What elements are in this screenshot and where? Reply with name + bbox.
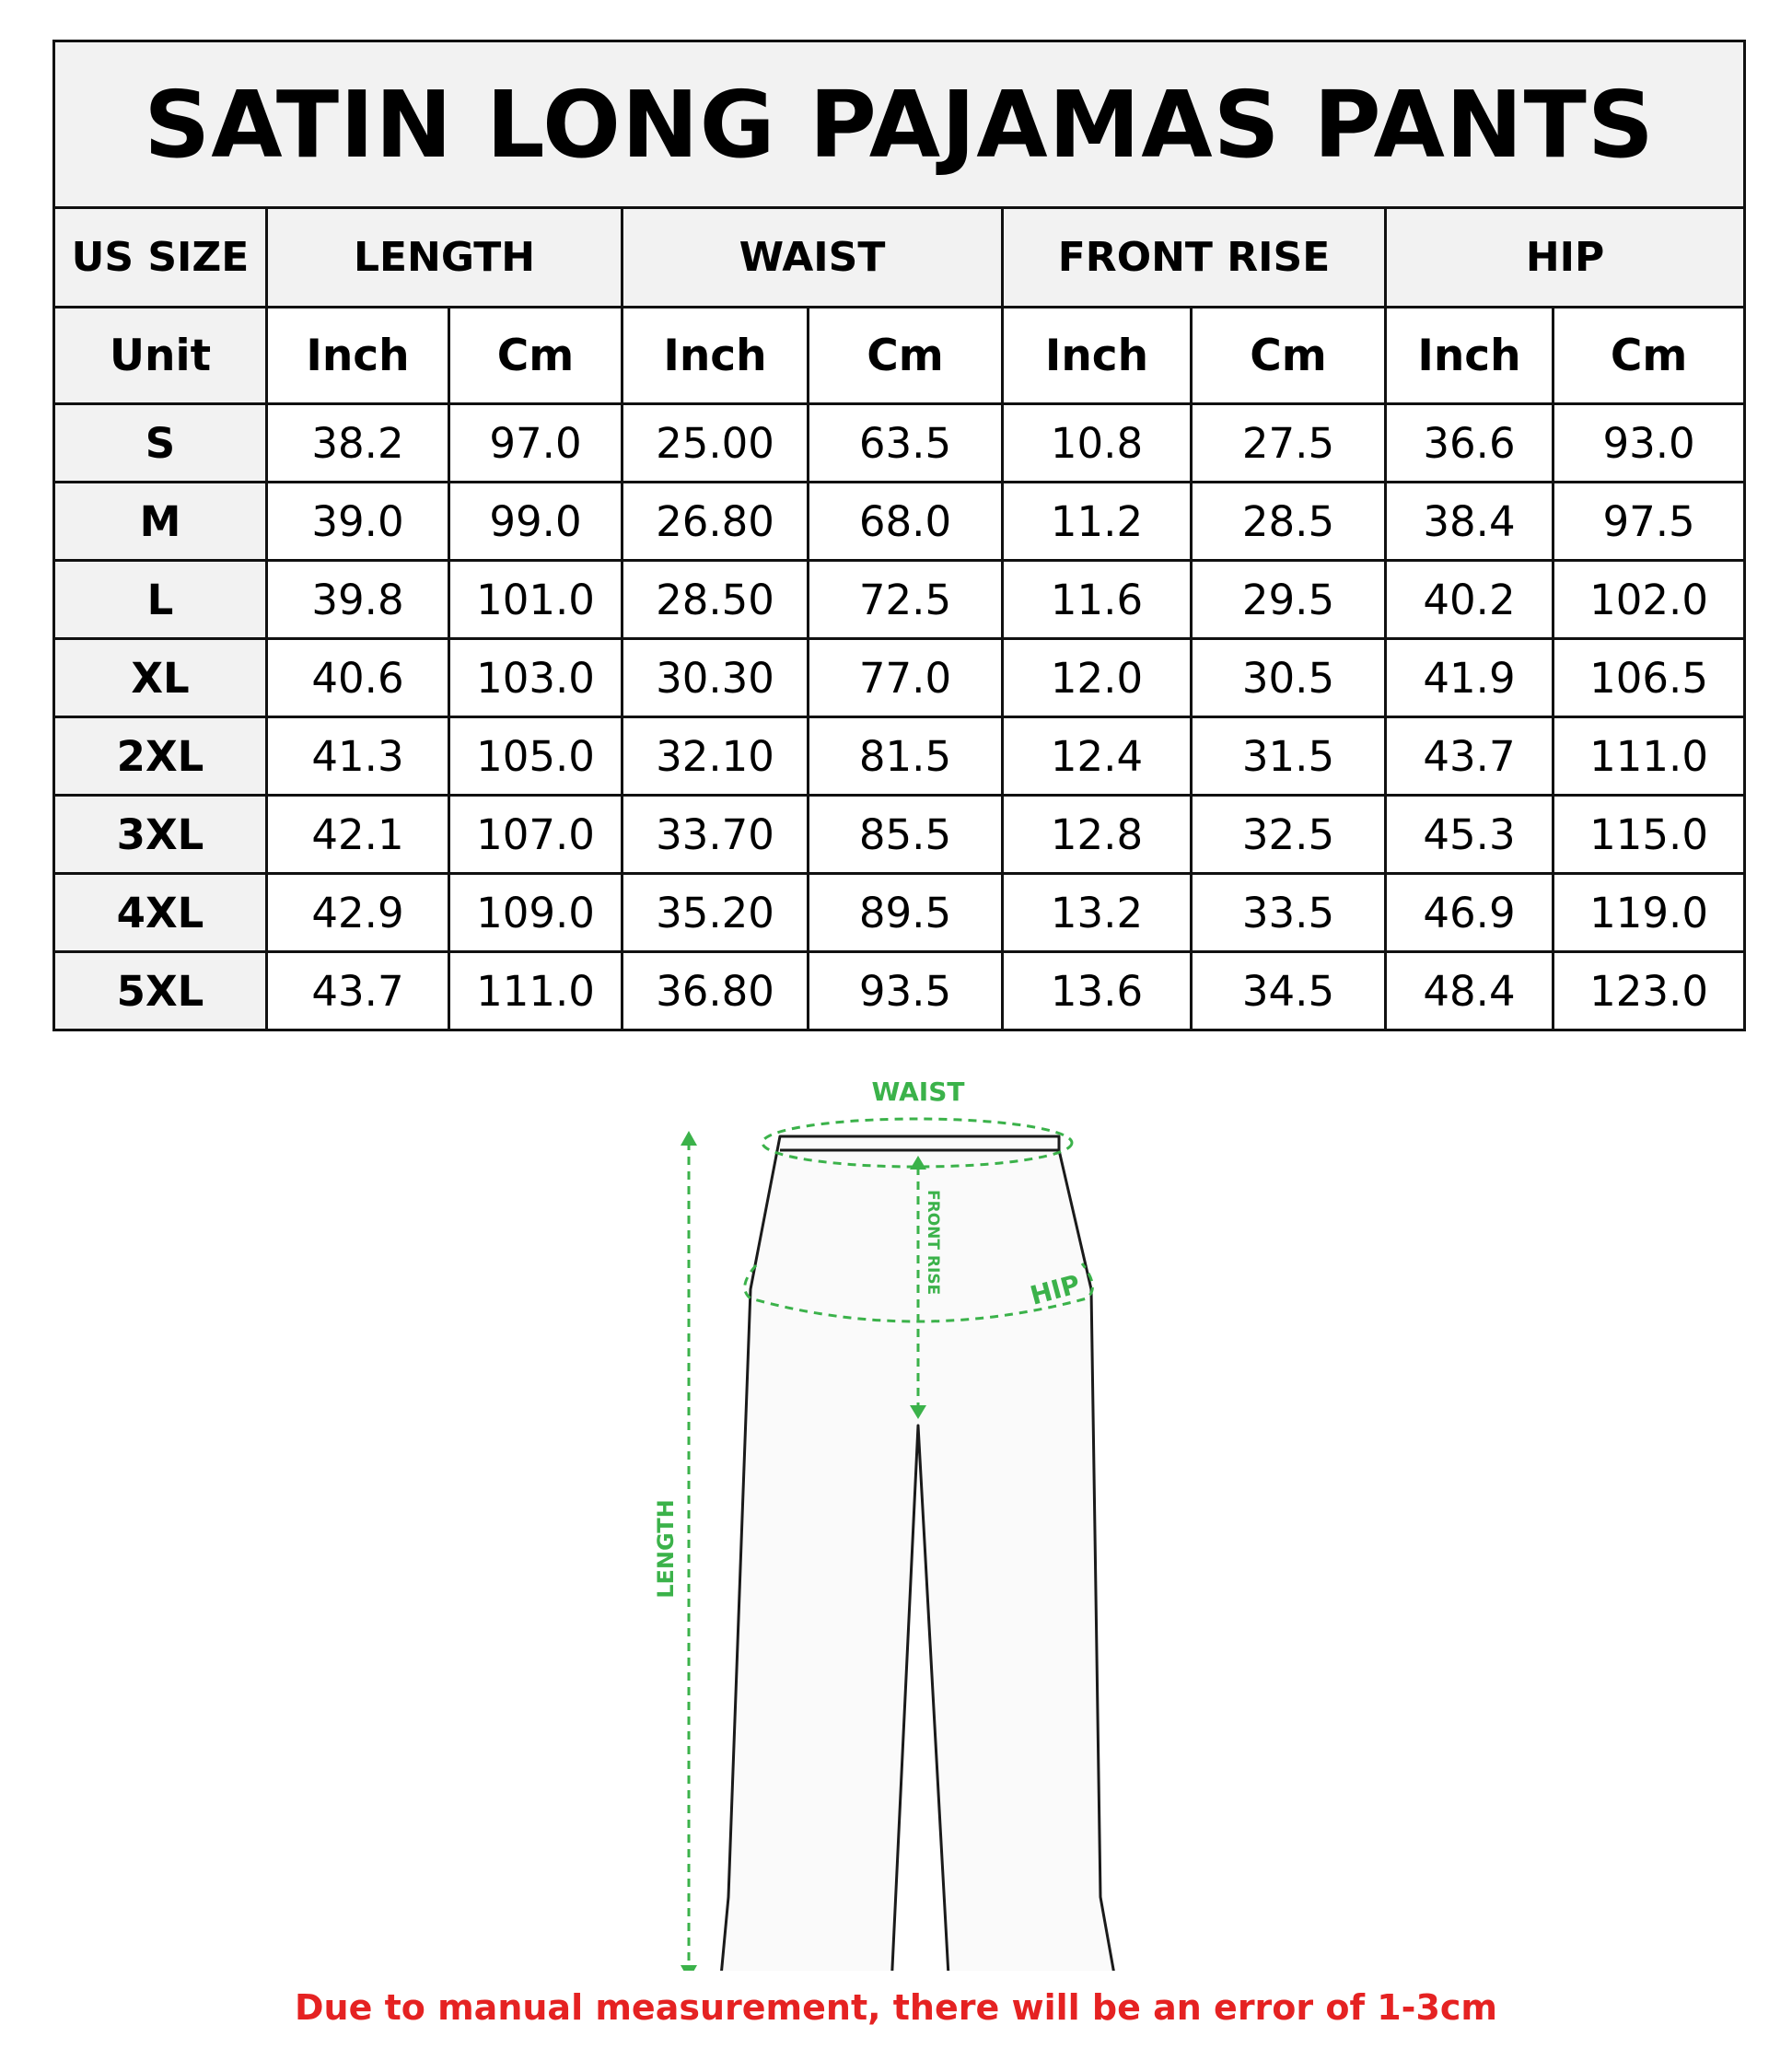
table-row <box>54 639 1745 717</box>
measurement-cell: 93.0 <box>1553 404 1745 483</box>
waist-header: WAIST <box>623 208 1003 308</box>
unit-header: Cm <box>809 308 1003 404</box>
measurement-cell: 109.0 <box>449 874 623 952</box>
measurement-cell: 11.6 <box>1003 561 1192 639</box>
hip-label: HIP <box>1027 1268 1084 1311</box>
measurement-cell: 72.5 <box>809 561 1003 639</box>
front-rise-header: FRONT RISE <box>1003 208 1386 308</box>
size-cell: 5XL <box>54 952 267 1030</box>
measurement-cell: 38.2 <box>267 404 449 483</box>
measurement-cell: 99.0 <box>449 483 623 561</box>
length-arrow-down <box>681 1965 697 1971</box>
table-row <box>54 404 1745 483</box>
unit-header: Cm <box>1553 308 1745 404</box>
measurement-cell: 13.2 <box>1003 874 1192 952</box>
measurement-cell: 40.6 <box>267 639 449 717</box>
table-row <box>54 561 1745 639</box>
measurement-cell: 10.8 <box>1003 404 1192 483</box>
measurement-cell: 97.0 <box>449 404 623 483</box>
measurement-cell: 40.2 <box>1386 561 1553 639</box>
measurement-cell: 85.5 <box>809 796 1003 874</box>
measurement-cell: 12.4 <box>1003 717 1192 796</box>
measurement-cell: 46.9 <box>1386 874 1553 952</box>
table-row <box>54 952 1745 1030</box>
measurement-header-row <box>54 208 1745 308</box>
table-row <box>54 483 1745 561</box>
measurement-cell: 48.4 <box>1386 952 1553 1030</box>
measurement-cell: 42.1 <box>267 796 449 874</box>
measurement-cell: 36.80 <box>623 952 809 1030</box>
measurement-error-note: Due to manual measurement, there will be an error of 1-3cm <box>294 1987 1498 2028</box>
measurement-cell: 11.2 <box>1003 483 1192 561</box>
measurement-cell: 25.00 <box>623 404 809 483</box>
measurement-cell: 39.0 <box>267 483 449 561</box>
length-arrow-up <box>681 1131 697 1146</box>
measurement-cell: 27.5 <box>1192 404 1386 483</box>
measurement-cell: 102.0 <box>1553 561 1745 639</box>
measurement-cell: 41.9 <box>1386 639 1553 717</box>
pants-outline <box>716 1136 1123 1971</box>
measurement-cell: 28.50 <box>623 561 809 639</box>
measurement-cell: 123.0 <box>1553 952 1745 1030</box>
measurement-cell: 34.5 <box>1192 952 1386 1030</box>
measurement-cell: 43.7 <box>267 952 449 1030</box>
pants-measurement-diagram <box>0 1050 1792 1971</box>
measurement-cell: 43.7 <box>1386 717 1553 796</box>
size-cell: XL <box>54 639 267 717</box>
measurement-cell: 26.80 <box>623 483 809 561</box>
measurement-cell: 111.0 <box>1553 717 1745 796</box>
unit-row <box>54 308 1745 404</box>
table-row <box>54 874 1745 952</box>
measurement-cell: 115.0 <box>1553 796 1745 874</box>
measurement-cell: 29.5 <box>1192 561 1386 639</box>
measurement-cell: 30.5 <box>1192 639 1386 717</box>
measurement-cell: 32.5 <box>1192 796 1386 874</box>
measurement-cell: 105.0 <box>449 717 623 796</box>
measurement-cell: 33.5 <box>1192 874 1386 952</box>
measurement-cell: 12.8 <box>1003 796 1192 874</box>
measurement-cell: 32.10 <box>623 717 809 796</box>
measurement-cell: 13.6 <box>1003 952 1192 1030</box>
measurement-cell: 12.0 <box>1003 639 1192 717</box>
measurement-cell: 41.3 <box>267 717 449 796</box>
unit-header: Inch <box>267 308 449 404</box>
measurement-cell: 39.8 <box>267 561 449 639</box>
measurement-cell: 30.30 <box>623 639 809 717</box>
unit-header: Inch <box>623 308 809 404</box>
measurement-cell: 111.0 <box>449 952 623 1030</box>
measurement-cell: 45.3 <box>1386 796 1553 874</box>
measurement-cell: 93.5 <box>809 952 1003 1030</box>
size-column-header: US SIZE <box>54 208 267 308</box>
table-row <box>54 796 1745 874</box>
measurement-cell: 42.9 <box>267 874 449 952</box>
measurement-cell: 68.0 <box>809 483 1003 561</box>
measurement-cell: 33.70 <box>623 796 809 874</box>
measurement-cell: 35.20 <box>623 874 809 952</box>
measurement-cell: 101.0 <box>449 561 623 639</box>
size-cell: 3XL <box>54 796 267 874</box>
measurement-cell: 63.5 <box>809 404 1003 483</box>
length-header: LENGTH <box>267 208 623 308</box>
length-label: LENGTH <box>653 1499 679 1599</box>
size-chart-table <box>52 40 1746 1031</box>
size-cell: L <box>54 561 267 639</box>
measurement-cell: 81.5 <box>809 717 1003 796</box>
measurement-cell: 28.5 <box>1192 483 1386 561</box>
measurement-cell: 106.5 <box>1553 639 1745 717</box>
measurement-cell: 97.5 <box>1553 483 1745 561</box>
size-cell: S <box>54 404 267 483</box>
unit-label: Unit <box>54 308 267 404</box>
measurement-cell: 77.0 <box>809 639 1003 717</box>
measurement-cell: 89.5 <box>809 874 1003 952</box>
size-cell: 2XL <box>54 717 267 796</box>
measurement-cell: 36.6 <box>1386 404 1553 483</box>
unit-header: Inch <box>1386 308 1553 404</box>
unit-header: Cm <box>449 308 623 404</box>
size-cell: 4XL <box>54 874 267 952</box>
unit-header: Cm <box>1192 308 1386 404</box>
table-row <box>54 717 1745 796</box>
hip-header: HIP <box>1386 208 1745 308</box>
measurement-cell: 31.5 <box>1192 717 1386 796</box>
measurement-cell: 119.0 <box>1553 874 1745 952</box>
chart-title: SATIN LONG PAJAMAS PANTS <box>54 41 1745 208</box>
measurement-cell: 38.4 <box>1386 483 1553 561</box>
length-measure <box>681 1131 697 1971</box>
unit-header: Inch <box>1003 308 1192 404</box>
measurement-cell: 107.0 <box>449 796 623 874</box>
size-cell: M <box>54 483 267 561</box>
front-rise-label: FRONT RISE <box>924 1190 942 1296</box>
waist-label: WAIST <box>871 1077 965 1107</box>
measurement-cell: 103.0 <box>449 639 623 717</box>
